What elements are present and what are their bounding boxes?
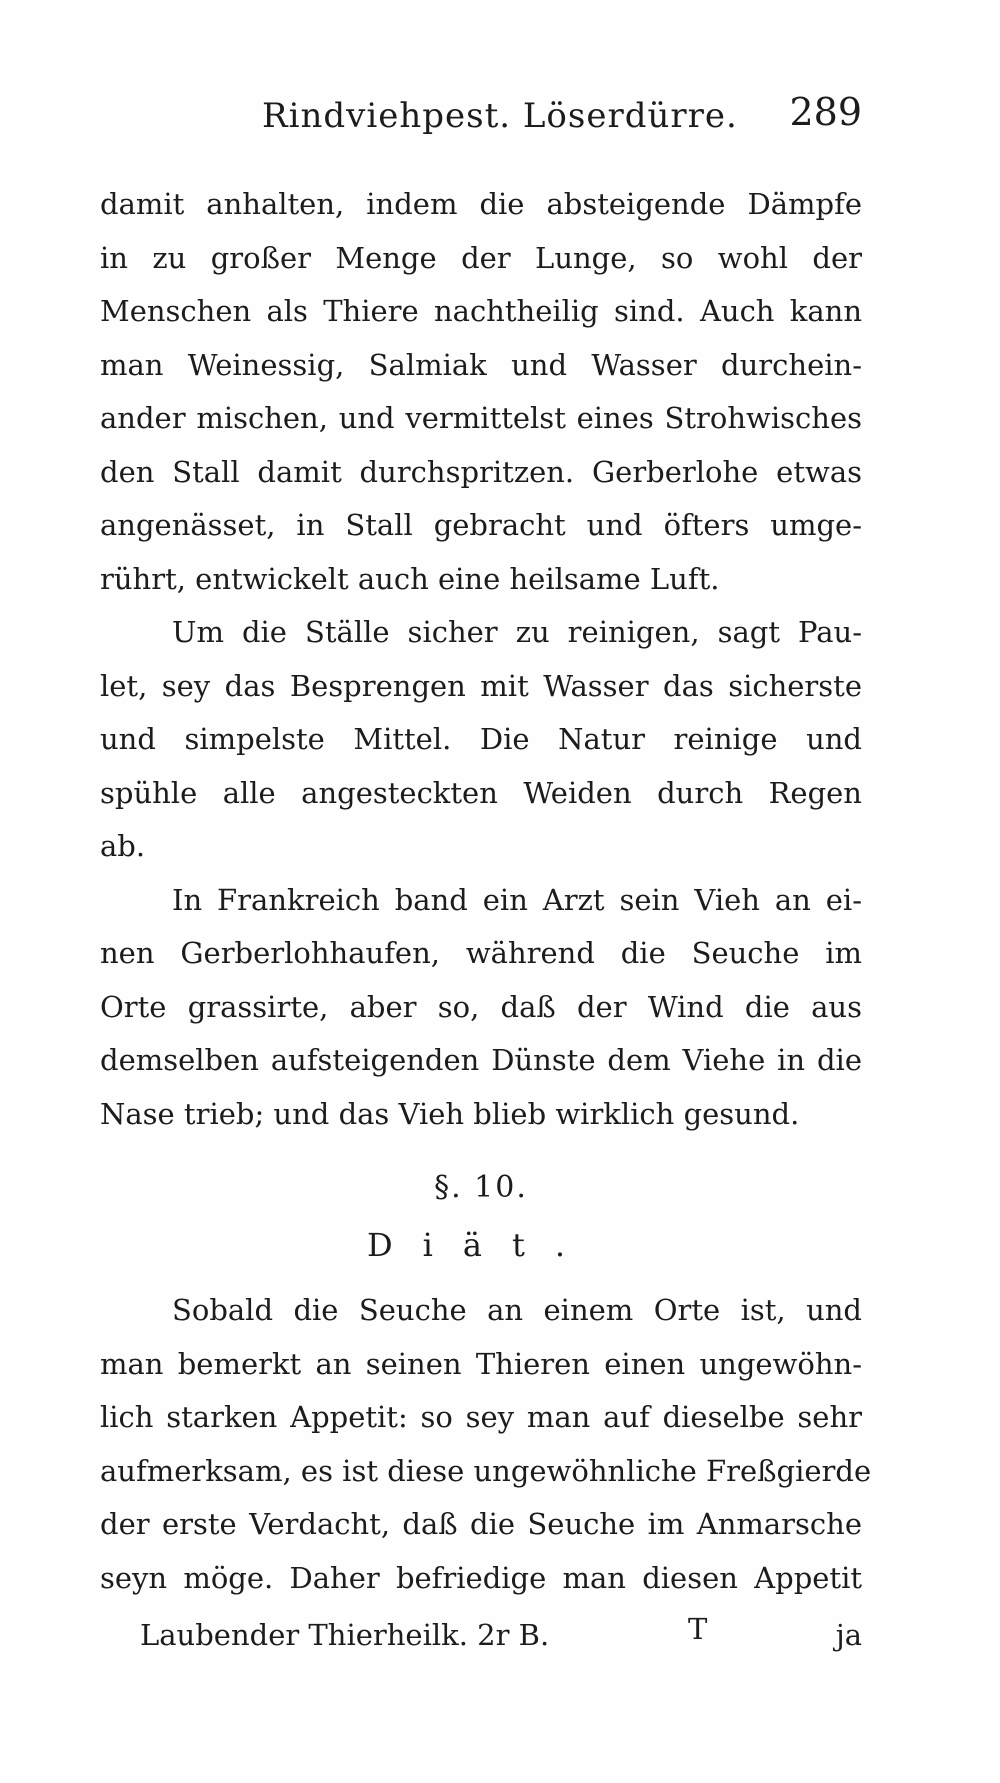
text-line: spühle alle angesteckten Weiden durch Regen [100, 775, 862, 810]
text-line: let, sey das Besprengen mit Wasser das sicherste [100, 668, 862, 703]
text-line: aufmerksam, es ist diese ungewöhnliche Freßgierde [100, 1453, 872, 1488]
text-line: der erste Verdacht, daß die Seuche im Anmarsche [100, 1507, 862, 1541]
signature-mark: T [688, 1612, 708, 1646]
text-line: den Stall damit durchspritzen. Gerberlohe etwas [100, 454, 862, 489]
page-footer [140, 1612, 862, 1662]
text-line: in zu großer Menge der Lunge, so wohl der [100, 240, 862, 275]
text-line: damit anhalten, indem die absteigende Dämpfe [100, 187, 862, 221]
text-line: angenässet, in Stall gebracht und öfters umge- [100, 508, 862, 542]
page-number: 289 [789, 90, 862, 134]
text-line: man Weinessig, Salmiak und Wasser durchein- [100, 347, 862, 382]
text-line: rührt, entwickelt auch eine heilsame Luft. [100, 561, 720, 596]
printer-signature: Laubender Thierheilk. 2r B. [140, 1618, 550, 1652]
catchword: ja [835, 1618, 862, 1652]
text-line: Nase trieb; und das Vieh blieb wirklich gesund. [100, 1096, 800, 1131]
text-line: man bemerkt an seinen Thieren einen ungewöhn- [100, 1346, 862, 1381]
running-head: Rindviehpest. Löserdürre. [262, 96, 738, 136]
text-line: Menschen als Thiere nachtheilig sind. Auch kann [100, 294, 862, 328]
text-line: ander mischen, und vermittelst eines Strohwisches [100, 401, 862, 435]
section-number: §. 10. [434, 1170, 528, 1205]
body-text-top [100, 178, 862, 1141]
text-line: ab. [100, 829, 146, 863]
text-line: seyn möge. Daher befriedige man diesen Appetit [100, 1560, 862, 1595]
text-line: lich starken Appetit: so sey man auf dieselbe sehr [100, 1400, 862, 1434]
text-line: nen Gerberlohhaufen, während die Seuche im [100, 936, 862, 970]
text-line: Sobald die Seuche an einem Orte ist, und [172, 1293, 862, 1327]
page-header [262, 90, 862, 150]
section-heading: Diät. [367, 1226, 595, 1264]
body-text-bottom [100, 1284, 872, 1605]
text-line: Um die Ställe sicher zu reinigen, sagt Pau- [172, 615, 862, 649]
text-line: und simpelste Mittel. Die Natur reinige und [100, 722, 862, 756]
text-line: Orte grassirte, aber so, daß der Wind die aus [100, 989, 862, 1024]
text-line: demselben aufsteigenden Dünste dem Viehe in die [100, 1043, 862, 1077]
text-line: In Frankreich band ein Arzt sein Vieh an ei- [172, 882, 862, 917]
